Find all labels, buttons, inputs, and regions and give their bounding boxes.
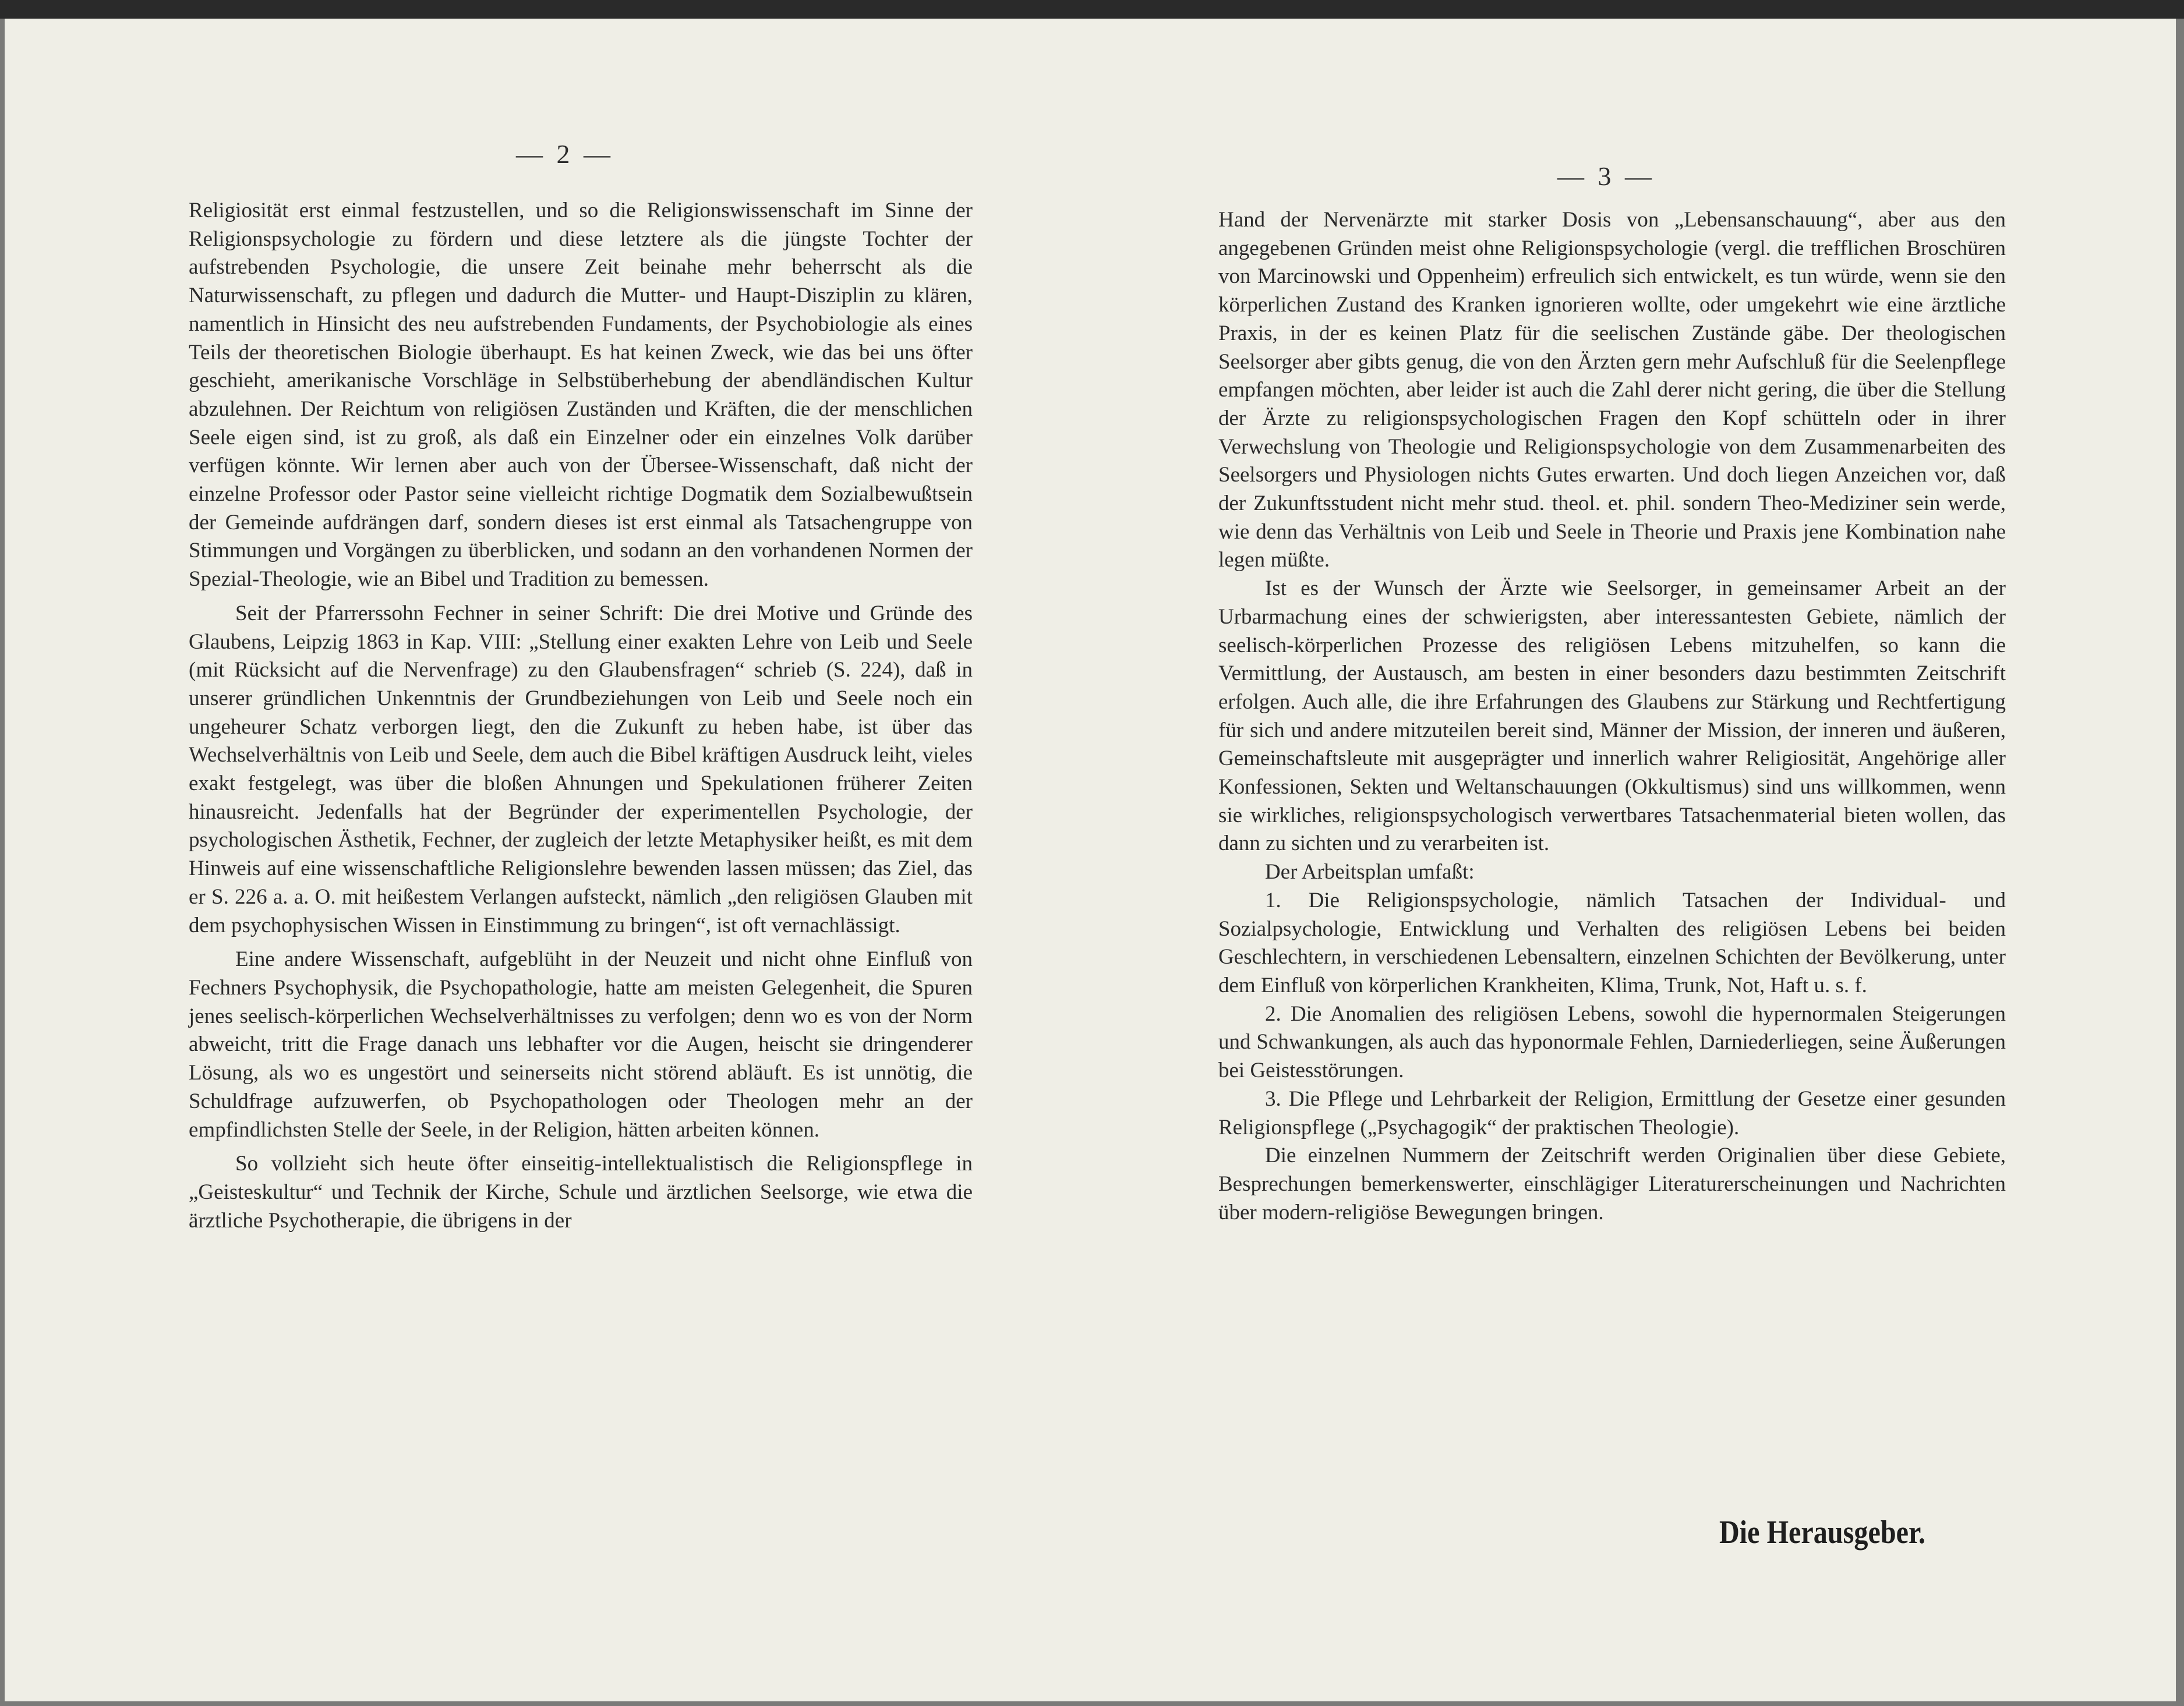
list-item: 2. Die Anomalien des religiösen Lebens, sowohl die hypernormalen Steigerungen und Schwankungen, als auch das hyponormale Fehlen, Darniederliegen, seine Äußerungen bei Geistesstörungen. (1218, 1001, 2006, 1083)
section-heading: Der Arbeitsplan umfaßt: (1265, 860, 1475, 884)
scan-top-edge (0, 0, 2184, 19)
paragraph: Ist es der Wunsch der Ärzte wie Seelsorger, in gemeinsamer Arbeit an der Urbarmachung eines der schwierigsten, aber interessantesten Gebiete, nämlich der seelisch-körperlichen Prozesse des religiösen Lebens mitzuhelfen, so kann die Vermittlung, der Austausch, am besten in einer besonders dazu bestimmten Zeitschrift erfolgen. Auch alle, die ihre Erfahrungen des Glaubens zur Stärkung und Rechtfertigung für sich und andere mitzuteilen bereit sind, Männer der Mission, der inneren und äußeren, Gemeinschaftsleute mit ausgeprägter und innerlich wahrer Religiosität, Angehörige aller Konfessionen, Sekten und Weltanschauungen (Okkultismus) sind uns willkommen, wenn sie wirkliches, religionspsychologisch verwertbares Tatsachenmaterial bieten wollen, das dann zu sichten und zu verarbeiten ist. (1218, 576, 2006, 856)
left-page (5, 19, 1090, 1701)
signature: Die Herausgeber. (1719, 1514, 1926, 1551)
paragraph: Die einzelnen Nummern der Zeitschrift werden Originalien über diese Gebiete, Besprechungen bemerkenswerter, einschlägiger Literaturerscheinungen und Nachrichten über modern-religiöse Bewegungen bringen. (1218, 1144, 2006, 1224)
document-sheet (5, 19, 2176, 1701)
paragraph: Religiosität erst einmal festzustellen, und so die Religionswissenschaft im Sinne der Religionspsychologie zu fördern und diese letztere als die jüngste Tochter der aufstrebenden Psychologie, die unsere Zeit beinahe mehr beherrscht als die Naturwissenschaft, zu pflegen und dadurch die Mutter- und Haupt-Disziplin zu klären, namentlich in Hinsicht des neu aufstrebenden Fundaments, der Psychobiologie als eines Teils der theoretischen Biologie überhaupt. Es hat keinen Zweck, wie das bei uns öfter geschieht, amerikanische Vorschläge in Selbstüberhebung der abendländischen Kultur abzulehnen. Der Reichtum von religiösen Zuständen und Kräften, die der menschlichen Seele eigen sind, ist zu groß, als daß ein Einzelner oder ein einzelnes Volk darüber verfügen könnte. Wir lernen aber auch von der Übersee-Wissenschaft, daß nicht der einzelne Professor oder Pastor seine vielleicht richtige Dogmatik dem Sozialbewußtsein der Gemeinde aufdrängen darf, sondern dieses ist erst einmal als Tatsachengruppe von Stimmungen und Vorgängen zu überblicken, und sodann an den vorhandenen Normen der Spezial-Theologie, wie an Bibel und Tradition zu bemessen. (189, 199, 973, 592)
paragraph: So vollzieht sich heute öfter einseitig-intellektualistisch die Religionspflege in „Geisteskultur“ und Technik der Kirche, Schule und ärztlichen Seelsorge, wie etwa die ärztliche Psychotherapie, die übrigens in der (189, 1152, 973, 1233)
paragraph: Hand der Nervenärzte mit starker Dosis von „Lebensanschauung“, aber aus den angegebenen Gründen meist ohne Religionspsychologie (vergl. die trefflichen Broschüren von Marcinowski und Oppenheim) erfreulich sich entwickelt, es tun würde, wenn sie den körperlichen Zustand des Kranken ignorieren wollte, oder umgekehrt wie eine ärztliche Praxis, in der es keinen Platz für die seelischen Zustände gäbe. Der theologischen Seelsorger aber gibts genug, die von den Ärzten gern mehr Aufschluß für die Seelenpflege empfangen möchten, aber leider ist auch die Zahl derer nicht gering, die über die Stellung der Ärzte zu religionspsychologischen Fragen den Kopf schütteln oder in ihrer Verwechslung von Theologie und Religionspsychologie von dem Zusammenarbeiten des Seelsorgers und Physiologen nichts Gutes erwarten. Und doch liegen Anzeichen vor, daß der Zukunftsstudent nicht mehr stud. theol. et. phil. sondern Theo-Mediziner sein werde, wie denn das Verhältnis von Leib und Seele in Theorie und Praxis jene Kombination nahe legen müßte. (1218, 208, 2006, 572)
paragraph: Eine andere Wissenschaft, aufgeblüht in der Neuzeit und nicht ohne Einfluß von Fechners Psychophysik, die Psychopathologie, hatte am meisten Gelegenheit, die Spuren jenes seelisch-körperlichen Wechselverhältnisses zu verfolgen; denn wo es von der Norm abweicht, tritt die Frage danach uns lebhafter vor die Augen, heischt sie dringenderer Lösung, als wo es ungestört und seinerseits nicht störend abläuft. Es ist unnötig, die Schuldfrage aufzuwerfen, ob Psychopathologen oder Theologen mehr an der empfindlichsten Stelle der Seele, in der Religion, hätten arbeiten können. (189, 947, 973, 1142)
page-number-right: — 3 — (1557, 161, 1655, 191)
right-text-column (1218, 206, 2006, 1227)
right-page (1090, 19, 2176, 1701)
page-number-left: — 2 — (516, 139, 614, 169)
paragraph: Seit der Pfarrerssohn Fechner in seiner Schrift: Die drei Motive und Gründe des Glaubens, Leipzig 1863 in Kap. VIII: „Stellung einer exakten Lehre von Leib und Seele (mit Rücksicht auf die Nervenfrage) zu den Glaubensfragen“ schrieb (S. 224), daß in unserer gründlichen Unkenntnis der Grundbeziehungen von Leib und Seele noch ein ungeheurer Schatz verborgen liegt, den die Zukunft zu heben habe, ist über das Wechselverhältnis von Leib und Seele, dem auch die Bibel kräftigen Ausdruck leiht, vieles exakt festgelegt, was über die bloßen Ahnungen und Spekulationen früherer Zeiten hinausreicht. Jedenfalls hat der Begründer der experimentellen Psychologie, der psychologischen Ästhetik, Fechner, der zugleich der letzte Metaphysiker heißt, es mit dem Hinweis auf eine wissenschaftliche Religionslehre bewenden lassen müssen; das Ziel, das er S. 226 a. a. O. mit heißestem Verlangen aufsteckt, nämlich „den religiösen Glauben mit dem psychophysischen Wissen in Einstimmung zu bringen“, ist oft vernachlässigt. (189, 601, 973, 937)
list-item: 1. Die Religionspsychologie, nämlich Tatsachen der Individual- und Sozialpsychologie, Entwicklung und Verhalten des religiösen Lebens bei beiden Geschlechtern, in verschiedenen Lebensaltern, einzelnen Schichten der Bevölkerung, unter dem Einfluß von körperlichen Krankheiten, Klima, Trunk, Not, Haft u. s. f. (1218, 888, 2006, 997)
list-item: 3. Die Pflege und Lehrbarkeit der Religion, Ermittlung der Gesetze einer gesunden Religionspflege („Psychagogik“ der praktischen Theologie). (1218, 1086, 2006, 1139)
left-text-column (189, 197, 973, 1235)
